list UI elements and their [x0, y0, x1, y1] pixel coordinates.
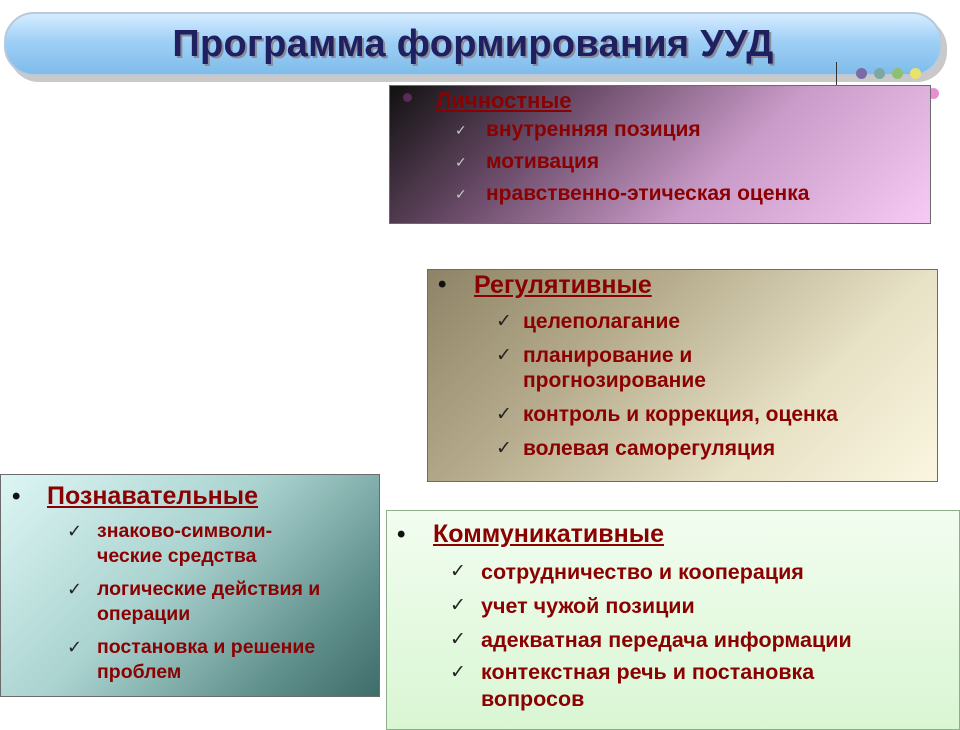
bullet-icon: [403, 93, 412, 102]
list-item: ✓ нравственно-этическая оценка: [486, 178, 930, 210]
list-item: ✓ сотрудничество и кооперация: [481, 557, 959, 587]
communicative-list: [387, 557, 959, 713]
regulatory-block: [427, 269, 938, 482]
regulatory-list: [428, 309, 937, 461]
check-icon: ✓: [450, 662, 466, 683]
regulatory-heading: • Регулятивные: [438, 271, 652, 299]
bullet-icon: •: [12, 483, 21, 510]
bullet-icon: •: [438, 271, 447, 298]
check-icon: ✓: [450, 561, 466, 582]
list-item: ✓ планирование и прогнозирование: [496, 344, 706, 392]
personal-heading: Личностные: [436, 88, 930, 114]
check-icon: ✓: [496, 438, 512, 459]
personal-list: [390, 114, 930, 210]
check-icon: ✓: [496, 404, 512, 425]
list-item: ✓ контроль и коррекция, оценка: [496, 403, 838, 426]
check-icon: ✓: [450, 629, 466, 650]
check-icon: ✓: [67, 579, 83, 599]
decorative-dot-icon: [910, 68, 921, 79]
communicative-heading: • Коммуникативные: [433, 517, 959, 551]
decorative-dot-icon: [856, 68, 867, 79]
check-icon: ✓: [67, 521, 83, 541]
list-item: ✓ постановка и решение проблем: [67, 636, 316, 683]
list-item: ✓ логические действия и операции: [67, 578, 321, 625]
cognitive-heading: • Познавательные: [47, 479, 379, 513]
decorative-dot-icon: [874, 68, 885, 79]
check-icon: ✓: [496, 311, 512, 332]
check-icon: ✓: [67, 637, 83, 657]
bullet-icon: •: [397, 521, 406, 548]
decorative-dot-icon: [892, 68, 903, 79]
personal-block: [389, 85, 931, 224]
list-item: ✓ волевая саморегуляция: [496, 437, 776, 460]
check-icon: ✓: [455, 186, 467, 202]
cognitive-block: [0, 474, 380, 697]
communicative-block: [386, 510, 960, 730]
list-item: ✓ учет чужой позиции: [481, 591, 959, 621]
check-icon: ✓: [455, 154, 467, 170]
list-item: ✓ внутренняя позиция: [486, 114, 930, 146]
cognitive-list: [1, 519, 379, 685]
list-item: ✓ контекстная речь и постановка вопросов: [450, 660, 815, 711]
page-title: Программа формирования УУД: [172, 22, 774, 65]
list-item: ✓ адекватная передача информации: [481, 625, 959, 655]
list-item: ✓ мотивация: [486, 146, 930, 178]
check-icon: ✓: [450, 595, 466, 616]
check-icon: ✓: [455, 122, 467, 138]
list-item: ✓ целеполагание: [496, 310, 681, 333]
list-item: ✓ знаково-символи-ческие средства: [67, 520, 273, 567]
title-banner: [4, 12, 942, 76]
check-icon: ✓: [496, 345, 512, 366]
